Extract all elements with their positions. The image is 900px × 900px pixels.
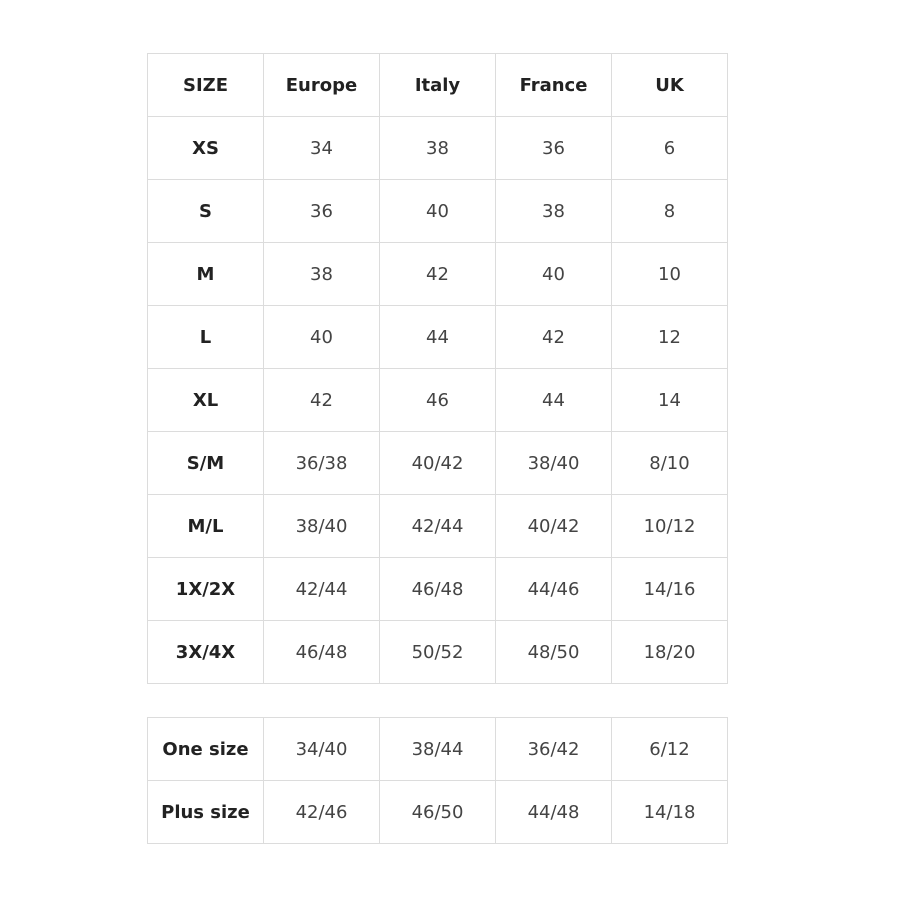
- size-value-cell: 48/50: [496, 621, 612, 684]
- size-label-cell: S/M: [148, 432, 264, 495]
- size-value-cell: 46: [380, 369, 496, 432]
- table-row: [148, 718, 728, 781]
- size-label-cell: M/L: [148, 495, 264, 558]
- size-label-cell: L: [148, 306, 264, 369]
- size-label-cell: XL: [148, 369, 264, 432]
- size-value-cell: 10: [612, 243, 728, 306]
- size-label-cell: 1X/2X: [148, 558, 264, 621]
- size-value-cell: 14: [612, 369, 728, 432]
- size-value-cell: 40/42: [380, 432, 496, 495]
- size-label-cell: Plus size: [148, 781, 264, 844]
- size-value-cell: 40: [380, 180, 496, 243]
- size-label-cell: 3X/4X: [148, 621, 264, 684]
- size-value-cell: 14/16: [612, 558, 728, 621]
- table-row: [148, 495, 728, 558]
- size-label-cell: S: [148, 180, 264, 243]
- size-value-cell: 38: [264, 243, 380, 306]
- size-label-cell: M: [148, 243, 264, 306]
- size-value-cell: 44: [380, 306, 496, 369]
- size-value-cell: 46/48: [380, 558, 496, 621]
- size-value-cell: 38/40: [496, 432, 612, 495]
- size-value-cell: 34: [264, 117, 380, 180]
- size-label-cell: One size: [148, 718, 264, 781]
- table-row: [148, 243, 728, 306]
- size-value-cell: 10/12: [612, 495, 728, 558]
- size-value-cell: 44/46: [496, 558, 612, 621]
- column-header: France: [496, 54, 612, 117]
- table-row: [148, 117, 728, 180]
- size-value-cell: 50/52: [380, 621, 496, 684]
- column-header: Italy: [380, 54, 496, 117]
- size-value-cell: 38: [496, 180, 612, 243]
- size-value-cell: 46/48: [264, 621, 380, 684]
- table-row: [148, 180, 728, 243]
- size-value-cell: 42/44: [264, 558, 380, 621]
- size-value-cell: 42: [496, 306, 612, 369]
- size-value-cell: 18/20: [612, 621, 728, 684]
- size-value-cell: 34/40: [264, 718, 380, 781]
- table-row: [148, 781, 728, 844]
- size-value-cell: 40: [496, 243, 612, 306]
- size-value-cell: 38/44: [380, 718, 496, 781]
- table-row: [148, 621, 728, 684]
- size-value-cell: 6/12: [612, 718, 728, 781]
- size-conversion-table: [147, 53, 728, 684]
- size-value-cell: 36: [496, 117, 612, 180]
- size-value-cell: 44/48: [496, 781, 612, 844]
- size-value-cell: 36/38: [264, 432, 380, 495]
- size-value-cell: 36: [264, 180, 380, 243]
- size-value-cell: 40: [264, 306, 380, 369]
- size-value-cell: 44: [496, 369, 612, 432]
- size-label-cell: XS: [148, 117, 264, 180]
- column-header: UK: [612, 54, 728, 117]
- size-value-cell: 36/42: [496, 718, 612, 781]
- size-value-cell: 38/40: [264, 495, 380, 558]
- size-value-cell: 42/44: [380, 495, 496, 558]
- table-row: [148, 369, 728, 432]
- size-value-cell: 8: [612, 180, 728, 243]
- size-value-cell: 6: [612, 117, 728, 180]
- size-value-cell: 40/42: [496, 495, 612, 558]
- size-value-cell: 12: [612, 306, 728, 369]
- size-value-cell: 8/10: [612, 432, 728, 495]
- size-value-cell: 42: [380, 243, 496, 306]
- special-size-table: [147, 717, 728, 844]
- header-row: [148, 54, 728, 117]
- table-row: [148, 558, 728, 621]
- table-row: [148, 432, 728, 495]
- table-row: [148, 306, 728, 369]
- size-value-cell: 38: [380, 117, 496, 180]
- column-header: SIZE: [148, 54, 264, 117]
- size-value-cell: 42/46: [264, 781, 380, 844]
- size-value-cell: 42: [264, 369, 380, 432]
- size-value-cell: 46/50: [380, 781, 496, 844]
- size-value-cell: 14/18: [612, 781, 728, 844]
- column-header: Europe: [264, 54, 380, 117]
